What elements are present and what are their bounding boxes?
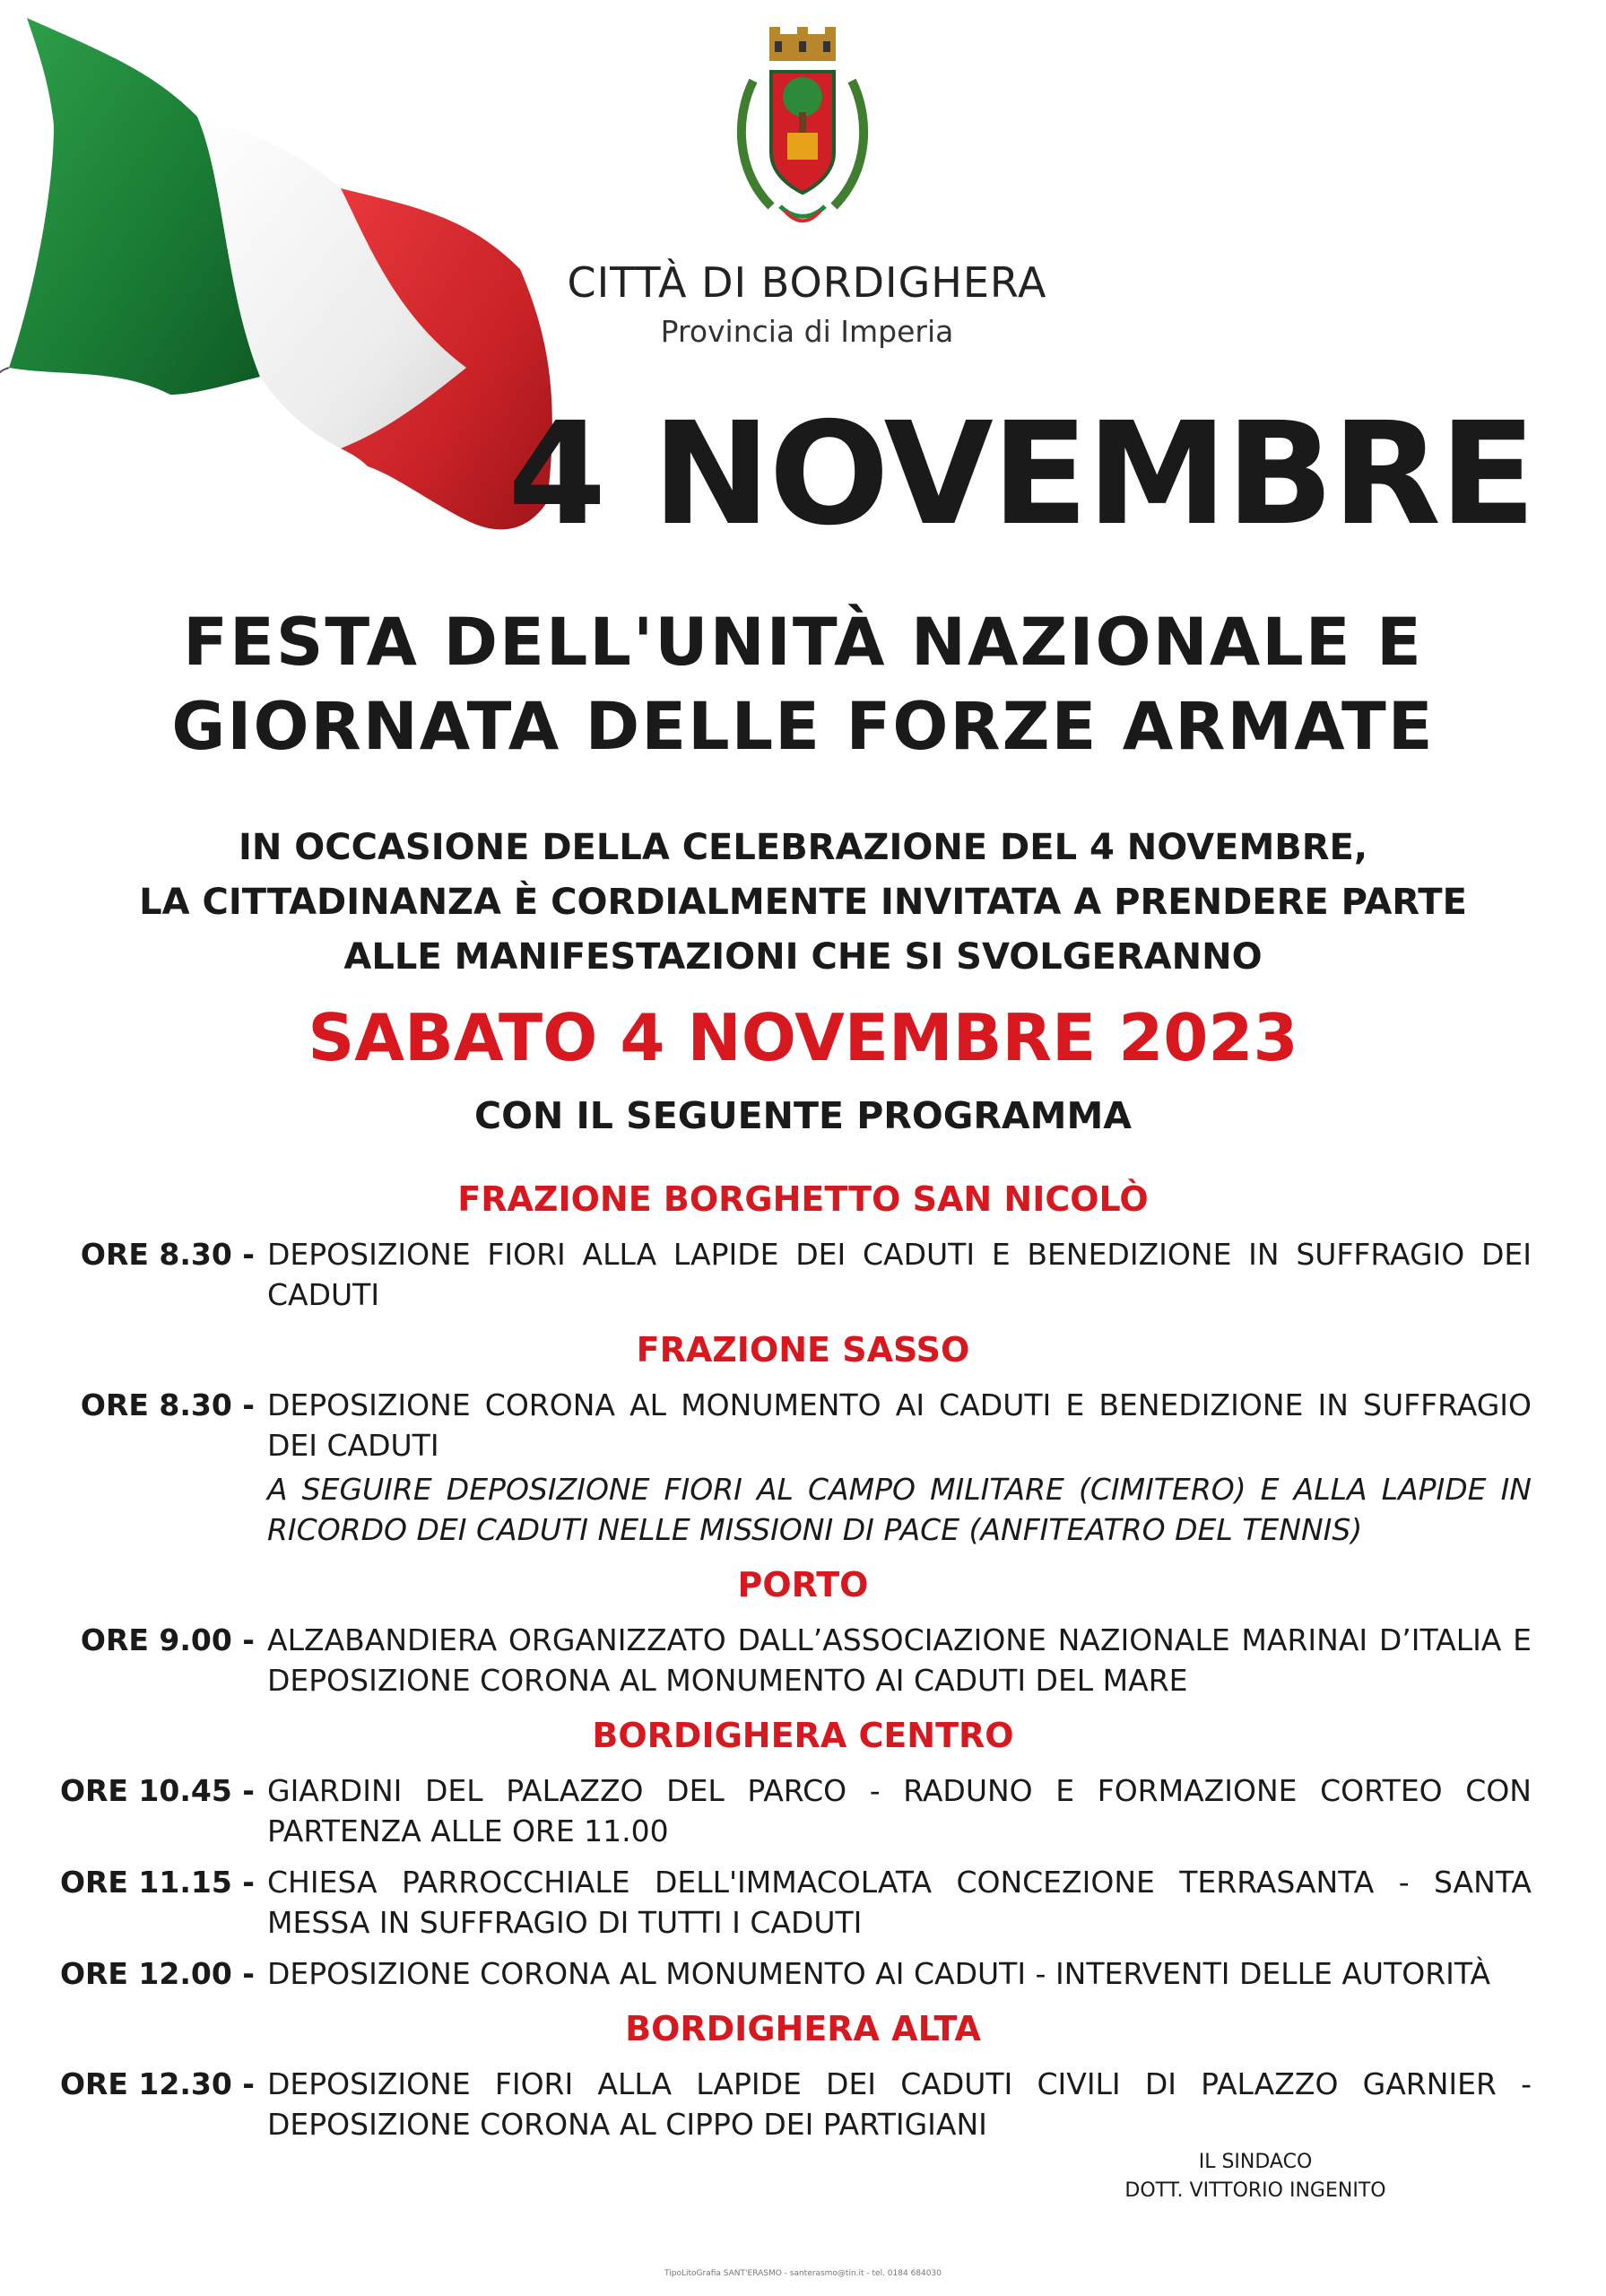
province-name: Provincia di Imperia	[660, 314, 954, 349]
program-entry	[0, 1770, 1606, 1851]
program-entry	[0, 1953, 1606, 1994]
section-heading: FRAZIONE BORGHETTO SAN NICOLÒ	[457, 1179, 1149, 1219]
entry-description: GIARDINI DEL PALAZZO DEL PARCO - RADUNO E FORMAZIONE CORTEO CON PARTENZA ALLE ORE 11.00	[267, 1773, 1532, 1848]
main-title-date: 4 NOVEMBRE	[508, 392, 1534, 557]
program-entry	[0, 1234, 1606, 1315]
entry-time: ORE 11.15 -	[59, 1865, 255, 1900]
entry-time: ORE 10.45 -	[59, 1773, 255, 1808]
intro-text	[0, 821, 1606, 985]
section-heading: FRAZIONE SASSO	[636, 1330, 970, 1370]
intro-line-1: IN OCCASIONE DELLA CELEBRAZIONE DEL 4 NOVEMBRE,	[238, 827, 1368, 868]
intro-line-2: LA CITTADINANZA È CORDIALMENTE INVITATA A PRENDERE PARTE	[139, 882, 1467, 923]
program-entry	[0, 1385, 1606, 1550]
entry-text: DEPOSIZIONE CORONA AL MONUMENTO AI CADUTI E BENEDIZIONE IN SUFFRAGIO DEI CADUTI	[267, 1387, 1532, 1463]
printer-credit: TipoLitoGrafia SANT'ERASMO - santerasmo@tin.it - tel. 0184 684030	[664, 2269, 942, 2278]
festa-line-1: FESTA DELL'UNITÀ NAZIONALE E	[183, 604, 1423, 681]
section-heading: BORDIGHERA CENTRO	[592, 1716, 1014, 1755]
entry-description: CHIESA PARROCCHIALE DELL'IMMACOLATA CONCEZIONE TERRASANTA - SANTA MESSA IN SUFFRAGIO DI TUTTI I CADUTI	[267, 1865, 1532, 1940]
section-heading: BORDIGHERA ALTA	[625, 2009, 981, 2048]
italian-flag-icon	[0, 0, 574, 574]
entry-description: DEPOSIZIONE FIORI ALLA LAPIDE DEI CADUTI E BENEDIZIONE IN SUFFRAGIO DEI CADUTI	[267, 1237, 1532, 1312]
signature-name: DOTT. VITTORIO INGENITO	[1124, 2179, 1386, 2202]
entry-description: DEPOSIZIONE FIORI ALLA LAPIDE DEI CADUTI CIVILI DI PALAZZO GARNIER - DEPOSIZIONE CORONA AL CIPPO DEI PARTIGIANI	[267, 2066, 1532, 2142]
program-list	[0, 1175, 1606, 2155]
entry-note: A SEGUIRE DEPOSIZIONE FIORI AL CAMPO MILITARE (CIMITERO) E ALLA LAPIDE IN RICORDO DEI CADUTI NELLE MISSIONI DI PACE (ANFITEATRO DEL TENNIS)	[267, 1472, 1532, 1547]
entry-time: ORE 12.30 -	[59, 2066, 255, 2101]
entry-time: ORE 9.00 -	[80, 1622, 255, 1657]
event-date: SABATO 4 NOVEMBRE 2023	[308, 1000, 1298, 1075]
city-name: CITTÀ DI BORDIGHERA	[567, 258, 1047, 307]
entry-description: DEPOSIZIONE CORONA AL MONUMENTO AI CADUTI - INTERVENTI DELLE AUTORITÀ	[267, 1956, 1491, 1991]
festa-heading	[0, 601, 1606, 770]
festa-line-2: GIORNATA DELLE FORZE ARMATE	[171, 689, 1435, 765]
entry-description	[267, 1385, 1532, 1550]
intro-line-3: ALLE MANIFESTAZIONI CHE SI SVOLGERANNO	[343, 936, 1263, 978]
section-heading: PORTO	[737, 1565, 869, 1605]
entry-time: ORE 8.30 -	[80, 1387, 255, 1422]
entry-description: ALZABANDIERA ORGANIZZATO DALL’ASSOCIAZIONE NAZIONALE MARINAI D’ITALIA E DEPOSIZIONE CORONA AL MONUMENTO AI CADUTI DEL MARE	[267, 1622, 1532, 1698]
program-entry	[0, 1620, 1606, 1700]
program-entry	[0, 2064, 1606, 2144]
entry-time: ORE 12.00 -	[59, 1956, 255, 1991]
signature-block	[1112, 2148, 1399, 2205]
program-entry	[0, 1862, 1606, 1943]
entry-time: ORE 8.30 -	[80, 1237, 255, 1272]
city-crest-icon	[717, 27, 888, 233]
program-label: CON IL SEGUENTE PROGRAMMA	[474, 1094, 1132, 1137]
signature-role: IL SINDACO	[1198, 2151, 1313, 2173]
